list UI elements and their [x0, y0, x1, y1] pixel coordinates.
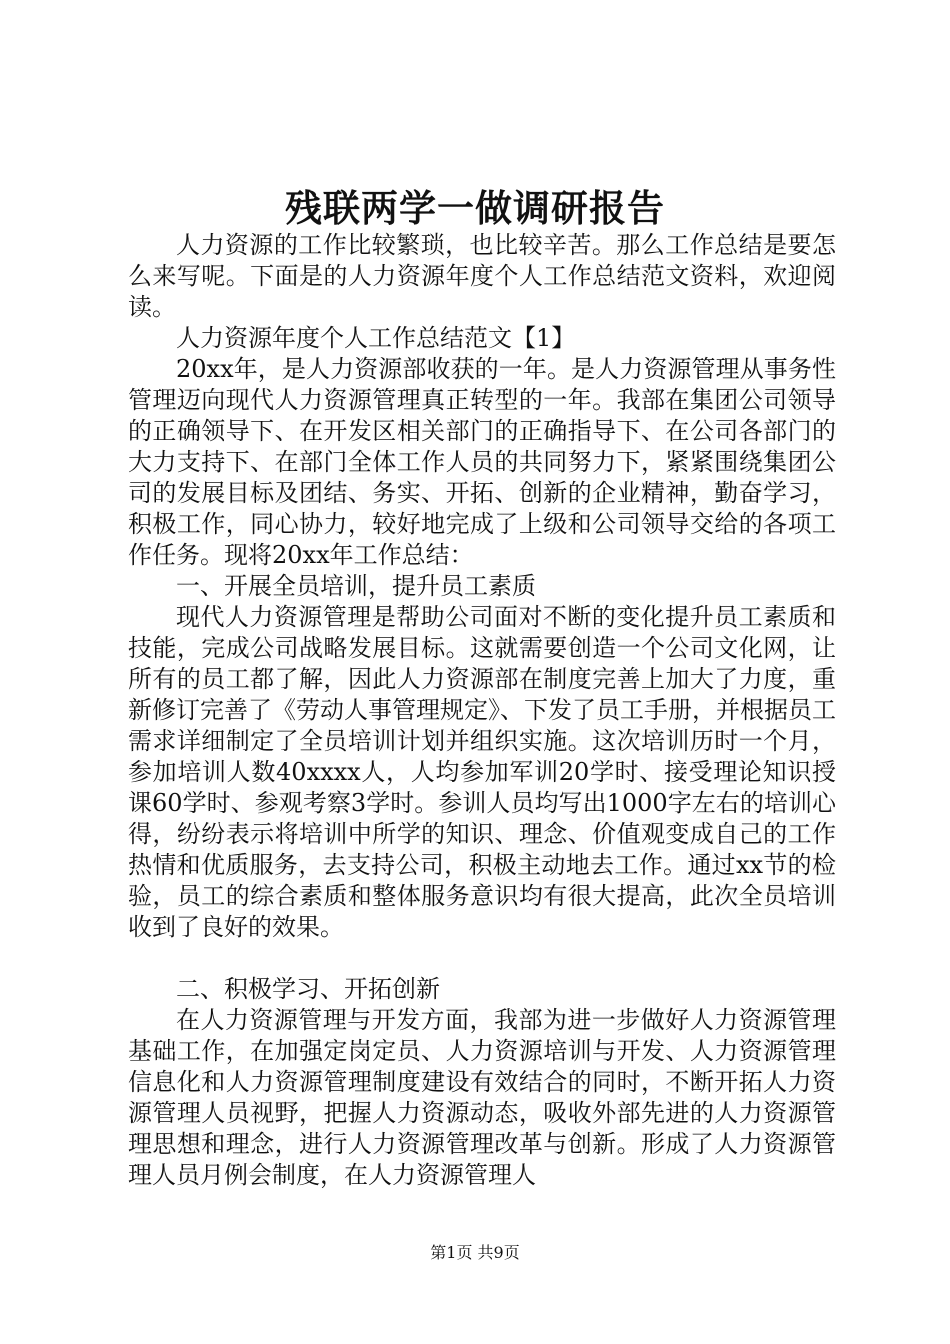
section-heading-1: 一、开展全员培训，提升员工素质	[176, 572, 536, 600]
document-body	[128, 230, 836, 1191]
document-title: 残联两学一做调研报告	[285, 186, 665, 230]
paragraph-intro: 人力资源的工作比较繁琐，也比较辛苦。那么工作总结是要怎么来写呢。下面是的人力资源年度个人工作总结范文资料，欢迎阅读。	[128, 231, 836, 321]
section-heading-2: 二、积极学习、开拓创新	[176, 975, 440, 1003]
paragraph-overview: 20xx年，是人力资源部收获的一年。是人力资源管理从事务性管理迈向现代人力资源管理真正转型的一年。我部在集团公司领导的正确领导下、在开发区相关部门的正确指导下、在公司各部门的大力支持下、在部门全体工作人员的共同努力下，紧紧围绕集团公司的发展目标及团结、务实、开拓、创新的企业精神，勤奋学习，积极工作，同心协力，较好地完成了上级和公司领导交给的各项工作任务。现将20xx年工作总结：	[128, 355, 836, 569]
page-number-footer: 第1页 共9页	[430, 1243, 520, 1262]
paragraph-innovation: 在人力资源管理与开发方面，我部为进一步做好人力资源管理基础工作，在加强定岗定员、人力资源培训与开发、人力资源管理信息化和人力资源管理制度建设有效结合的同时，不断开拓人力资源管理人员视野，把握人力资源动态，吸收外部先进的人力资源管理思想和理念，进行人力资源管理改革与创新。形成了人力资源管理人员月例会制度，在人力资源管理人	[128, 1006, 836, 1189]
paragraph-training: 现代人力资源管理是帮助公司面对不断的变化提升员工素质和技能，完成公司战略发展目标。这就需要创造一个公司文化网，让所有的员工都了解，因此人力资源部在制度完善上加大了力度，重新修订完善了《劳动人事管理规定》、下发了员工手册，并根据员工需求详细制定了全员培训计划并组织实施。这次培训历时一个月，参加培训人数40xxxx人，人均参加军训20学时、接受理论知识授课60学时、参观考察3学时。参训人员均写出1000字左右的培训心得，纷纷表示将培训中所学的知识、理念、价值观变成自己的工作热情和优质服务，去支持公司，积极主动地去工作。通过xx节的检验，员工的综合素质和整体服务意识均有很大提高，此次全员培训收到了良好的效果。	[128, 603, 836, 941]
paragraph-subtitle: 人力资源年度个人工作总结范文【1】	[176, 324, 576, 352]
